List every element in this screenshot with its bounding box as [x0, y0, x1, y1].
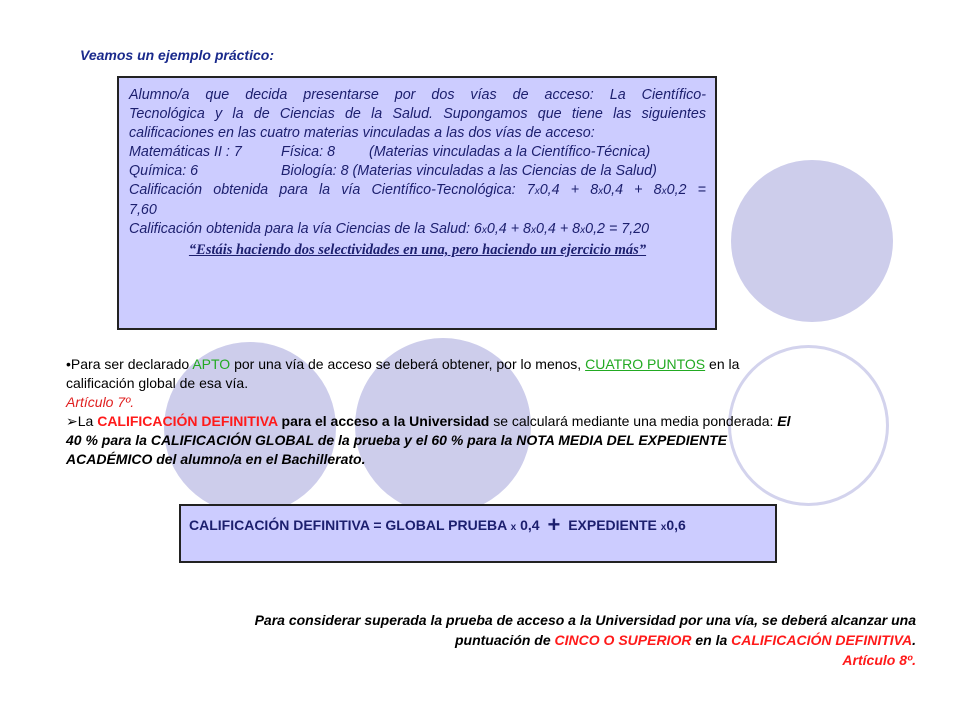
calc-line-1: Calificación obtenida para la vía Científico-Tecnológica: 7x0,4 + 8x0,4 + 8x0,2 =	[129, 182, 706, 198]
article-8: Artículo 8º.	[842, 652, 916, 668]
example-line: calificaciones en las cuatro materias vinculadas a las dos vías de acceso:	[129, 125, 595, 141]
grades-row-1	[129, 143, 706, 162]
intro-heading: Veamos un ejemplo práctico:	[80, 47, 274, 63]
rule-definitiva-line3: ACADÉMICO del alumno/a en el Bachillerato.	[66, 451, 366, 467]
cal-def-highlight-2: CALIFICACIÓN DEFINITIVA	[731, 632, 913, 648]
cuatro-puntos-highlight: CUATRO PUNTOS	[585, 356, 706, 372]
grade-biology: Biología: 8 (Materias vinculadas a las Ciencias de la Salud)	[281, 163, 657, 179]
grade-chemistry: Química: 6	[129, 163, 199, 179]
rule-definitiva: ➢La CALIFICACIÓN DEFINITIVA para el acceso a la Universidad se calculará mediante una media ponderada: El	[66, 413, 791, 429]
grade-physics: Física: 8	[281, 144, 336, 160]
grades-row-2	[129, 162, 706, 181]
calc-line-2: Calificación obtenida para la vía Ciencias de la Salud: 6x0,4 + 8x0,4 + 8x0,2 = 7,20	[129, 221, 650, 237]
cinco-highlight: CINCO O SUPERIOR	[554, 632, 692, 648]
article-7: Artículo 7º.	[66, 394, 135, 410]
rule-definitiva-line2: 40 % para la CALIFICACIÓN GLOBAL de la prueba y el 60 % para la NOTA MEDIA DEL EXPEDIENTE	[66, 432, 728, 448]
example-line: Alumno/a que decida presentarse por dos vías de acceso: La Científico-	[129, 87, 706, 103]
example-line: Tecnológica y la de Ciencias de la Salud. Supongamos que tiene las siguientes	[129, 106, 706, 122]
rule-apto-line2: calificación global de esa vía.	[66, 375, 249, 391]
quote: “Estáis haciendo dos selectividades en una, pero haciendo un ejercicio más”	[188, 242, 647, 258]
grades-note: (Materias vinculadas a la Científico-Técnica)	[369, 144, 651, 160]
final-paragraph: Para considerar superada la prueba de acceso a la Universidad por una vía, se deberá alcanzar una puntuación de CINCO O SUPERIOR en la CALIFICACIÓN DEFINITIVA. Artículo 8º.	[140, 610, 916, 670]
formula-box: CALIFICACIÓN DEFINITIVA = GLOBAL PRUEBA x 0,4 + EXPEDIENTE x0,6	[179, 504, 777, 563]
decorative-circle	[731, 160, 893, 322]
arrow-bullet-icon: ➢	[66, 413, 78, 429]
rule-apto: •Para ser declarado APTO por una vía de acceso se deberá obtener, por lo menos, CUATRO PUNTOS en la	[66, 356, 740, 372]
bullet-dot-icon: •	[66, 356, 71, 372]
example-box	[117, 76, 717, 330]
plus-sign: +	[547, 512, 561, 537]
grade-math: Matemáticas II : 7	[129, 144, 242, 160]
cal-def-highlight: CALIFICACIÓN DEFINITIVA	[97, 413, 278, 429]
calc-line-1-result: 7,60	[129, 202, 157, 218]
apto-highlight: APTO	[192, 356, 231, 372]
rules-section	[66, 355, 906, 469]
